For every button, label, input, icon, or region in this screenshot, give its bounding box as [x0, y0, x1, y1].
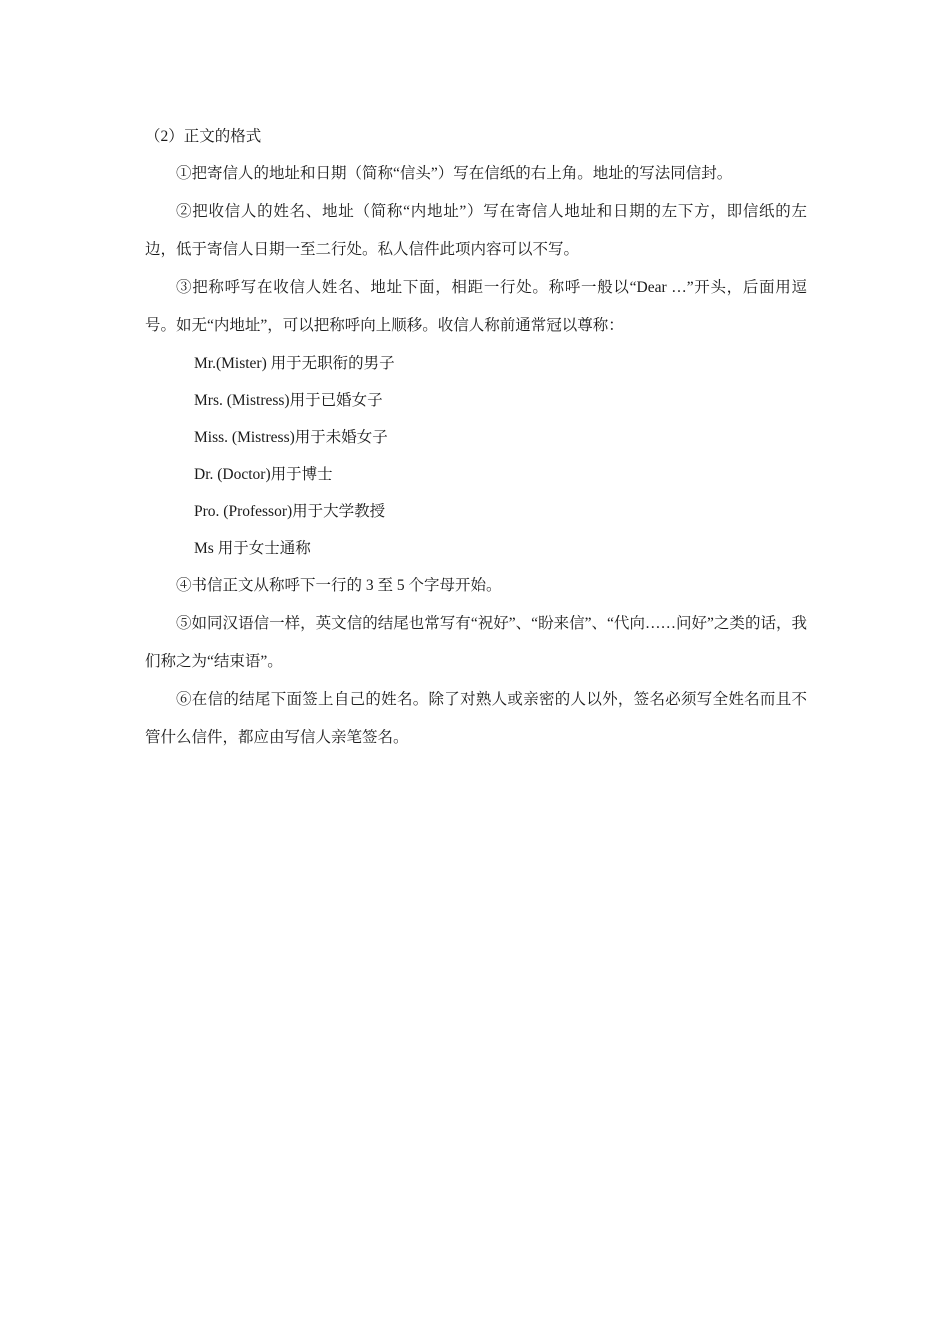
- paragraph-sender-address: ①把寄信人的地址和日期（简称“信头”）写在信纸的右上角。地址的写法同信封。: [176, 165, 733, 182]
- title-item-mr: Mr.(Mister) 用于无职衔的男子: [194, 355, 395, 372]
- paragraph-salutation: ③把称呼写在收信人姓名、地址下面，相距一行处。称呼一般以“Dear …”开头，后面用逗号。如无“内地址”，可以把称呼向上顺移。收信人称前通常冠以尊称：: [145, 279, 807, 334]
- title-item-pro: Pro. (Professor)用于大学教授: [194, 503, 386, 520]
- paragraph-closing: ⑤如同汉语信一样，英文信的结尾也常写有“祝好”、“盼来信”、“代向……问好”之类的话，我们称之为“结束语”。: [145, 615, 807, 670]
- title-list: [145, 345, 807, 567]
- section-heading: （2）正文的格式: [145, 128, 262, 145]
- paragraph-signature: ⑥在信的结尾下面签上自己的姓名。除了对熟人或亲密的人以外，签名必须写全姓名而且不管什么信件，都应由写信人亲笔签名。: [145, 691, 807, 746]
- paragraph-inside-address: ②把收信人的姓名、地址（简称“内地址”）写在寄信人地址和日期的左下方，即信纸的左边，低于寄信人日期一至二行处。私人信件此项内容可以不写。: [145, 203, 807, 258]
- title-item-dr: Dr. (Doctor)用于博士: [194, 466, 333, 483]
- title-item-mrs: Mrs. (Mistress)用于已婚女子: [194, 392, 383, 409]
- document-body: [145, 118, 807, 757]
- paragraph-body-start: ④书信正文从称呼下一行的 3 至 5 个字母开始。: [176, 577, 502, 594]
- title-item-ms: Ms 用于女士通称: [194, 540, 311, 557]
- title-item-miss: Miss. (Mistress)用于未婚女子: [194, 429, 388, 446]
